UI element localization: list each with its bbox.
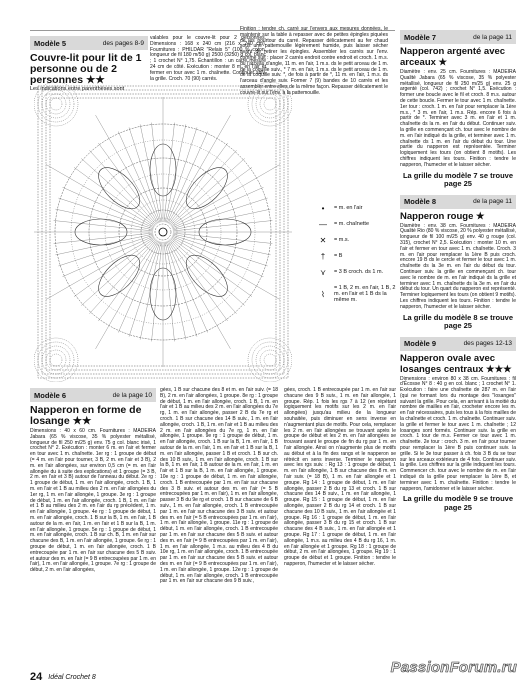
- chart-round: [149, 218, 177, 246]
- chart-stitch-line: [140, 242, 161, 340]
- legend-symbol: †: [320, 251, 326, 261]
- chart-stitch-line: [173, 209, 271, 230]
- legend-row: [312, 216, 402, 232]
- chart-stitch-line: [152, 123, 162, 222]
- legend-label: = 3 B croch. ds 1 m.: [334, 269, 384, 275]
- chart-stitch-line: [164, 123, 174, 222]
- module-8-reference: La grille du modèle 8 se trouve page 25: [402, 312, 514, 330]
- chart-corner-fan: [38, 86, 74, 122]
- module-8-text: Diamètre : env. 38 cm. Fournitures : MADEIRA Qualité Rio (80 % viscose, 20 % polyester métallisé, longueur de fil 100 m/25 g) env. 40 g rouge (col. 315), crochet N° 2,5. Exécution : monter 10 m. en l'air et fermer en tour avec 1 m. chaînette. Croch. 3 m. en l'air pour remplacer la 1ère B puis croch. encore 19 B ds le cercle et fermer le tour avec 1 m. chaînette ds la 3e m. en l'air du début du tour. Continuer suiv. la grille en commençant ch. tour avec le nombre de m. en l'air indiqué ds la grille et terminer avec 1 m. chaînette ds la 3e m. en l'air du début du tour. Un quart du napperon est représenté. Terminer logiquement les tours (on obtient 9 motifs). Les chiffres indiquent les tours. Finition : tendre le napperon, l'humecter et le laisser sécher.: [400, 222, 516, 310]
- module-9: [400, 337, 516, 513]
- chart-stitch-line: [165, 124, 186, 222]
- chart-stitch-line: [170, 239, 237, 313]
- legend-row: [312, 280, 402, 308]
- chart-stitch-line: [172, 236, 263, 277]
- module-7-text: Diamètre : env. 25 cm. Fournitures : MADEIRA Qualité Jabara (65 % viscose, 35 % polyester métallisé, longueur de fil 250 m/25 g) env. 25 g argenté (col. 742) ; crochet N° 1,5. Exécution : former une boucle avec le fil et croch. 8 m.s. autour de cette boucle. Fermer le tour avec 1 m. chaînette. 1er tour : croch. 1 m. en l'air pour remplacer la 1ère m.s., * 3 m. en l'air, 1 m.s. Rép. encore 6 fois à partir de *. Terminer avec 3 m. en l'air et 1 m. chaînette ds la m. en l'air du début. Continuer suiv. la grille en commençant ch. tour avec le nombre de m. en l'air indiqué ds la grille, et terminer avec 1 m. chaînette ds 1 m. en l'air du début du tour. Une partie du napperon est représentée. Terminer logiquement les tours (on obtient 8 motifs). Les chiffres indiquent les tours. Finition : tendre le napperon, l'humecter et le laisser sécher.: [400, 69, 516, 168]
- chart-corner-fan: [46, 94, 66, 114]
- chart-stitch-line: [58, 198, 153, 229]
- right-column: [400, 30, 516, 516]
- module-5-title: Couvre-lit pour lit de 1 personne ou de 2 personnes ★★: [30, 52, 142, 86]
- legend-label: = B: [334, 253, 343, 259]
- chart-petal: [92, 248, 147, 303]
- module-7-name: Modèle 7: [404, 32, 437, 42]
- legend-symbol: —: [319, 219, 327, 229]
- chart-stitch-line: [118, 241, 159, 332]
- legend-symbol: ⌇: [321, 289, 325, 299]
- chart-stitch-line: [167, 241, 208, 332]
- module-9-pages: des pages 12-13: [463, 340, 512, 347]
- chart-stitch-line: [46, 237, 154, 300]
- chart-stitch-line: [81, 158, 155, 225]
- chart-drawing: [34, 82, 292, 382]
- module-6-text-col3: gées, croch. 1 B entrecoupée par 1 m. en l'air sur chacune des 9 B suiv., 1 m. en l'air allongée, 1 groupe. Rép. 1 fois les rgs 7 à 12 (en répétant logiquement les motifs sur les 2 m. en l'air allongées) jusqu'au milieu de la longueur souhaitée, puis diminuer en sens inverse en n'augmentant plus de motifs. Pour cela, remplacer les 2 m. en l'air allongées se trouvant après le groupe de début et les 2 m. en l'air allongées se trouvant avant le groupe de fin du rg par 1 m. en l'air allongée. Ainsi on n'augmente plus de motifs au début et à la fin des rangs et le napperon se rétrécit en sens inverse. Terminer le napperon avec les rgs suiv. : Rg 13 : 1 groupe de début, 1 m. en l'air allongée, 1 B sur chacune des 8 m. en l'air suiv. (= 18 B), 1 m. en l'air allongée et 1 groupe. Rg 14 : 1 groupe de début, 1 m. en l'air allongée, passer 2 B du rg 13 et croch. 1 B sur chacune des 14 B suiv., 1 m. en l'air allongée, 1 groupe. Rg 15 : 1 groupe de début, 1 m. en l'air allongée, passer 2 B du rg 14 et croch. 1 B sur chacune des 10 B suiv., 1 m. en l'air allongée et 1 groupe. Rg 16 : 1 groupe de début, 1 m. en l'air allongée, passer 3 B du rg 15 et croch. 1 B sur chacune des 4 B suiv., 1 m. en l'air allongée et 1 groupe. Rg 17 : 1 groupe de début, 1 m. en l'air allongée, 1 m.s. au milieu des 4 B du rg 16, 1 m. en l'air allongée et 1 groupe. Rg 18 : 1 groupe de début, 2 m. en l'air allongées, 1 groupe. Rg 19 : 1 groupe de début et 1 groupe. Finition : tendre le napperon, l'humecter et le laisser sécher.: [284, 387, 396, 567]
- page-number: 24: [30, 671, 43, 683]
- module-7-header: [400, 30, 516, 44]
- module-8-pages: de la page 11: [473, 198, 512, 206]
- legend-symbol: •: [321, 203, 325, 213]
- module-6-pages: de la page 10: [112, 391, 152, 399]
- module-7-pages: de la page 11: [473, 33, 512, 41]
- chart-stitch-line: [170, 239, 244, 306]
- chart-corner-fan: [264, 354, 276, 366]
- chart-stitch-line: [129, 127, 160, 222]
- chart-stitch-line: [81, 239, 155, 306]
- chart-corner-fan: [248, 82, 292, 126]
- chart-corner-fan: [252, 342, 288, 378]
- chart-center-ring: [159, 228, 167, 236]
- chart-stitch-line: [89, 150, 156, 224]
- module-9-name: Modèle 9: [404, 339, 437, 348]
- chart-stitch-line: [55, 234, 153, 255]
- chart-corner-fan: [34, 338, 78, 382]
- chart-stitch-line: [54, 221, 153, 231]
- watermark-logo: PassionForum.ru: [390, 659, 517, 676]
- module-8: [400, 195, 516, 331]
- module-9-header: [400, 337, 516, 351]
- module-5-finishing: Finition : tendre ch. carré sur l'envers aux mesures données, le maintenir sur la table à repasser avec de petites épingles piquées de les pourtour du carré. Repasser délicatement au fer chaud sous une pattemouille légèrement humide, puis laisser sécher avant de retirer les épingles. Assembler les carrés sur l'env. comme suit : placer 2 carrés endroit contre endroit et croch. 1 m.s. du l'arceau d'angle, 11 m. en l'air, 1 m.s. ds le petit arceau de 1 m. de la coquille suiv., * 7 m. en l'air, 1 m.s. ds le petit arceau de 1 m. de la coquille suiv. *, de fois à partir de *, 11 m. en l'air, 1 m.s. ds l'arceau d'angle suiv. Former 7 (9) bandes de 10 carrés et les assembler entre elles de la même façon. Repasser délicatement le couvre-lit sur l'env. à la pattemouille.: [240, 26, 388, 96]
- chart-stitch-line: [173, 221, 272, 231]
- chart-corner-fan: [248, 338, 292, 382]
- module-6-title: Napperon en forme de losange ★★: [30, 404, 142, 427]
- module-9-title: Napperon ovale avec losanges centraux ★★★: [400, 352, 512, 375]
- chart-stitch-line: [170, 158, 244, 225]
- module-6-text-col1: Dimensions : 40 x 60 cm. Fournitures : MADEIRA Jabara (65 % viscose, 35 % polyester métallisé, longueur de fil 250 m/25 g) env. 75 g col. blanc irisé, 1 crochet N° 2. Exécution : monter 6 m. en l'air et fermer en tour avec 1 m. chaînette. 1er rg : 1 groupe de début (= 4 m. en l'air pour tourner, 3 B, 2 m. en l'air et 3 B), 2 m. en l'air allongées, sur environ 0,5 cm (= m. en l'air allongée du à suite des explications) et 1 groupe (= 3 B, 2 m. en l'air et 3 B) autour de l'anneau du début. 2e rg : 1 groupe de début, 1 m. en l'air allongée, croch. 1 B, 1 m. en l'air et 1 B au milieu des 2 m. en l'air allongées du 1er rg, 1 m. en l'air allongée, 1 groupe. 3e rg : 1 groupe de début, 1 m. en l'air allongée, croch. 1 B, 1 m. en l'air et 1 B au milieu des 2 m. en l'air du rg précédent, 1 m. en l'air allongée, 1 groupe. 4e rg : 1 groupe de début, 1 m. en l'air allongée, croch. 1 B sur la B, 1 m. en l'air, 1 B autour de la m. en l'air, 1 m. en l'air et 1 B sur la B, 1 m. en l'air allongée, 1 groupe. 5e rg : 1 groupe de début, 1 m. en l'air allongée, croch. 1 B sur ch. B, 1 m. en l'air sur chacune des B, 1 m. en l'air allongée, 1 groupe. 6e rg : 1 groupe de début, 1 m. en l'air allongée, croch. 1 B entrecoupée par 1 m. en l'air sur chacune des 5 B suiv. et autour des m. en l'air (= 9 B entrecoupées par 1 m. en l'air), 1 m. en l'air allongée, 1 groupe. 7e rg : 1 groupe de début, 2 m. en l'air allongées,: [30, 428, 156, 574]
- legend-row: [312, 248, 402, 264]
- magazine-name: Idéal Crochet 8: [48, 673, 96, 681]
- module-8-name: Modèle 8: [404, 197, 437, 207]
- chart-stitch-line: [172, 165, 280, 228]
- chart-stitch-line: [55, 209, 153, 230]
- module-7: [400, 30, 516, 189]
- legend-symbol: ✕: [319, 235, 327, 245]
- chart-stitch-line: [54, 233, 153, 243]
- legend-label: = m. chaînette: [334, 221, 370, 227]
- chart-stitch-line: [170, 150, 237, 224]
- chart-stitch-line: [63, 187, 154, 228]
- crochet-square-chart: [34, 82, 292, 382]
- chart-stitch-line: [58, 235, 153, 266]
- chart-petal: [92, 161, 147, 216]
- legend-label: = 1 B, 2 m. en l'air, 1 B, 2 m. en l'air et 1 B ds la même m.: [334, 285, 396, 303]
- chart-stitch-line: [164, 242, 174, 341]
- module-9-text: Dimensions : environ 80 x 38 cm. Fournitures : fil d'Écosse N° 8 : 40 g en col. blanc ; 1 crochet N° 1. Exécution : faire une chaînette de 287 m. en l'air (qui ne formant lors du montage des "losanges" suivant la grille. Pour cela, en arrivant à la moitié du nombre de mailles en l'air, crocheter encore les m. en l'air nécessaires, puis les tous à la fois mailles de la chaînette et croch. 1 m. chaînette. Continuer suiv. la grille et fermer le tour avec 1 m. chaînette ; 12 losanges sont formés. Continuer suiv. la grille en croch. 1 tour de m.s. Fermer ce tour avec 1 m. chaînette. 2e tour : croch. 3 m. en l'air pour tourner pour remplacer la 1ère B puis continuer suiv. la grille. Si le 3e tour passer à ch. fois 3 B du se tour sur les arceaux extérieurs de 4 fois. Continuer suiv. la grille. Les chiffres sur la grille indiquent les tours. Commencer ch. tour avec le nombre de m. en l'air indiqué ds la grille pour remplacer la 1ère B, et terminer avec 1 m. chaînette. Finition : tendre le napperon, l'amidonner et le laisser sécher.: [400, 375, 516, 492]
- module-5-name: Modèle 5: [34, 38, 67, 48]
- chart-corner-fan: [252, 86, 288, 122]
- chart-stitch-line: [129, 242, 160, 337]
- module-6-name: Modèle 6: [34, 390, 67, 400]
- chart-stitch-line: [89, 239, 156, 313]
- legend-row: [312, 200, 402, 216]
- chart-corner-fan: [50, 98, 62, 110]
- module-5-pages: des pages 8-9: [102, 39, 144, 47]
- chart-stitch-line: [173, 235, 268, 266]
- chart-stitch-line: [165, 242, 186, 340]
- chart-corner-fan: [50, 354, 62, 366]
- chart-stitch-line: [167, 132, 208, 223]
- module-8-header: [400, 195, 516, 209]
- legend-label: = m. en l'air: [334, 205, 363, 211]
- chart-stitch-line: [173, 234, 271, 255]
- module-6-header: [30, 388, 156, 402]
- chart-corner-fan: [260, 94, 280, 114]
- chart-legend: [312, 200, 402, 308]
- chart-stitch-line: [168, 241, 231, 349]
- module-7-reference: La grille du modèle 7 se trouve page 25: [402, 170, 514, 189]
- module-6-text-col2: gées, 1 B sur chacune des 8 et m. en l'air suiv. (= 18 B), 2 m. en l'air allongées, 1 groupe. 8e rg : 1 groupe de début, 1 m. en l'air allongée, croch. 1 B, 1 m. en l'air et 1 B au milieu des 2 m. en l'air allongées du 7e rg, 1 m. en l'air allongée, passer 2 B du 7e rg et croch. 1 B sur chacune des 14 B suiv., 1 m. en l'air allongée, croch. 1 B, 1 m. en l'air et 1 B au milieu des 2 m. en l'air allongées du 7e rg, 1 m. en l'air allongée, 1 groupe. 9e rg : 1 groupe de début, 1 m. en l'air allongée, croch. 1 B sur la B, 1 m. en l'air, 1 B autour de la m. en l'air, 1 m. en l'air et 1 B sur la B, 1 m. en l'air allongée, passer 1 B et croch. 1 B sur ch. des 10 B suiv., 1 m. en l'air allongée, croch. 1 B sur la B, 1 m. en l'air, 1 B autour de la m. en l'air, 1 m. en l'air et 1 B sur la B, 1 m. en l'air allongée, 1 groupe. 10e rg : 1 groupe de début, 1 m. en l'air allongée, croch. 1 B entrecoupée par 1 m. en l'air sur chacune des 3 B suiv. et autour des m. en l'air (= 5 B entrecoupées par 1 m. en l'air), 1 m. en l'air allongée, passer 3 B du 9e rg et croch. 1 B sur chacune de 6 B suiv., 1 m. en l'air allongée, croch. 1 B entrecoupée par 1 m. en l'air sur chacune des 3 B suiv. et autour des m. en l'air (= 5 B entrecoupées par 1 m. en l'air), 1 m. en l'air allongée, 1 groupe. 11e rg : 1 groupe de début, 1 m. en l'air allongée, croch. 1 B entrecoupée par 1 m. en l'air sur chacune des 5 B suiv. et autour des m. en l'air (= 9 B entrecoupées par 1 m. en l'air), 1 m. en l'air allongée, 1 m.s. au milieu des 4 B du 10e rg, 1 m. en l'air allongée, croch. 1 B entrecoupée par 1 m. en l'air sur chacune des 5 B suiv. et autour des m. en l'air (= 9 B entrecoupées par 1 m. en l'air), 1 m. en l'air allongée, 1 groupe. 12e rg : 1 groupe de début, 1 m. en l'air allongée, croch. 1 B entrecoupée par 1 m. en l'air sur chacune des 9 B suiv.,: [160, 387, 278, 585]
- legend-row: [312, 232, 402, 248]
- module-7-title: Napperon argenté avec arceaux ★: [400, 46, 506, 68]
- legend-row: [312, 264, 402, 280]
- legend-label: = m.s.: [334, 237, 350, 243]
- chart-stitch-line: [118, 132, 159, 223]
- module-9-reference: La grille du modèle 9 se trouve page 25: [402, 494, 514, 512]
- module-5-note: Les indications entre parenthèses sont: [30, 86, 125, 92]
- chart-round: [155, 224, 171, 240]
- chart-corner-fan: [34, 82, 78, 126]
- chart-stitch-line: [63, 236, 154, 277]
- chart-corner-fan: [38, 342, 74, 378]
- module-5-instructions: valables pour le couvre-lit pour 2 personnes. Dimensions : 168 x 240 cm (216 x 240 cm). Fournitures : PHILDAR "Relais 5" (100 % coton, longueur de fil 180 m/50 g) 2500 (3250) g col. blanc ; 1 crochet N° 1,75. Échantillon : un carré mesure 24 cm de côté. Exécution : monter 8 m. en l'air et fermer en tour avec 1 m. chaînette. Continuer suiv. la grille. Croch. 70 (90) carrés.: [150, 35, 266, 82]
- chart-stitch-line: [173, 233, 272, 243]
- chart-stitch-line: [173, 198, 268, 229]
- chart-petal: [179, 161, 234, 216]
- chart-stitch-line: [172, 187, 263, 228]
- module-5-header: [30, 36, 148, 50]
- module-6: [30, 388, 156, 574]
- chart-stitch-line: [166, 242, 197, 337]
- chart-corner-fan: [46, 350, 66, 370]
- chart-stitch-line: [152, 242, 162, 341]
- chart-petal: [179, 248, 234, 303]
- chart-corner-fan: [260, 350, 280, 370]
- legend-symbol: ⋎: [320, 267, 326, 277]
- chart-stitch-line: [96, 115, 159, 223]
- chart-stitch-line: [166, 127, 197, 222]
- module-8-title: Napperon rouge ★: [400, 210, 485, 222]
- chart-stitch-line: [140, 124, 161, 222]
- chart-corner-fan: [264, 98, 276, 110]
